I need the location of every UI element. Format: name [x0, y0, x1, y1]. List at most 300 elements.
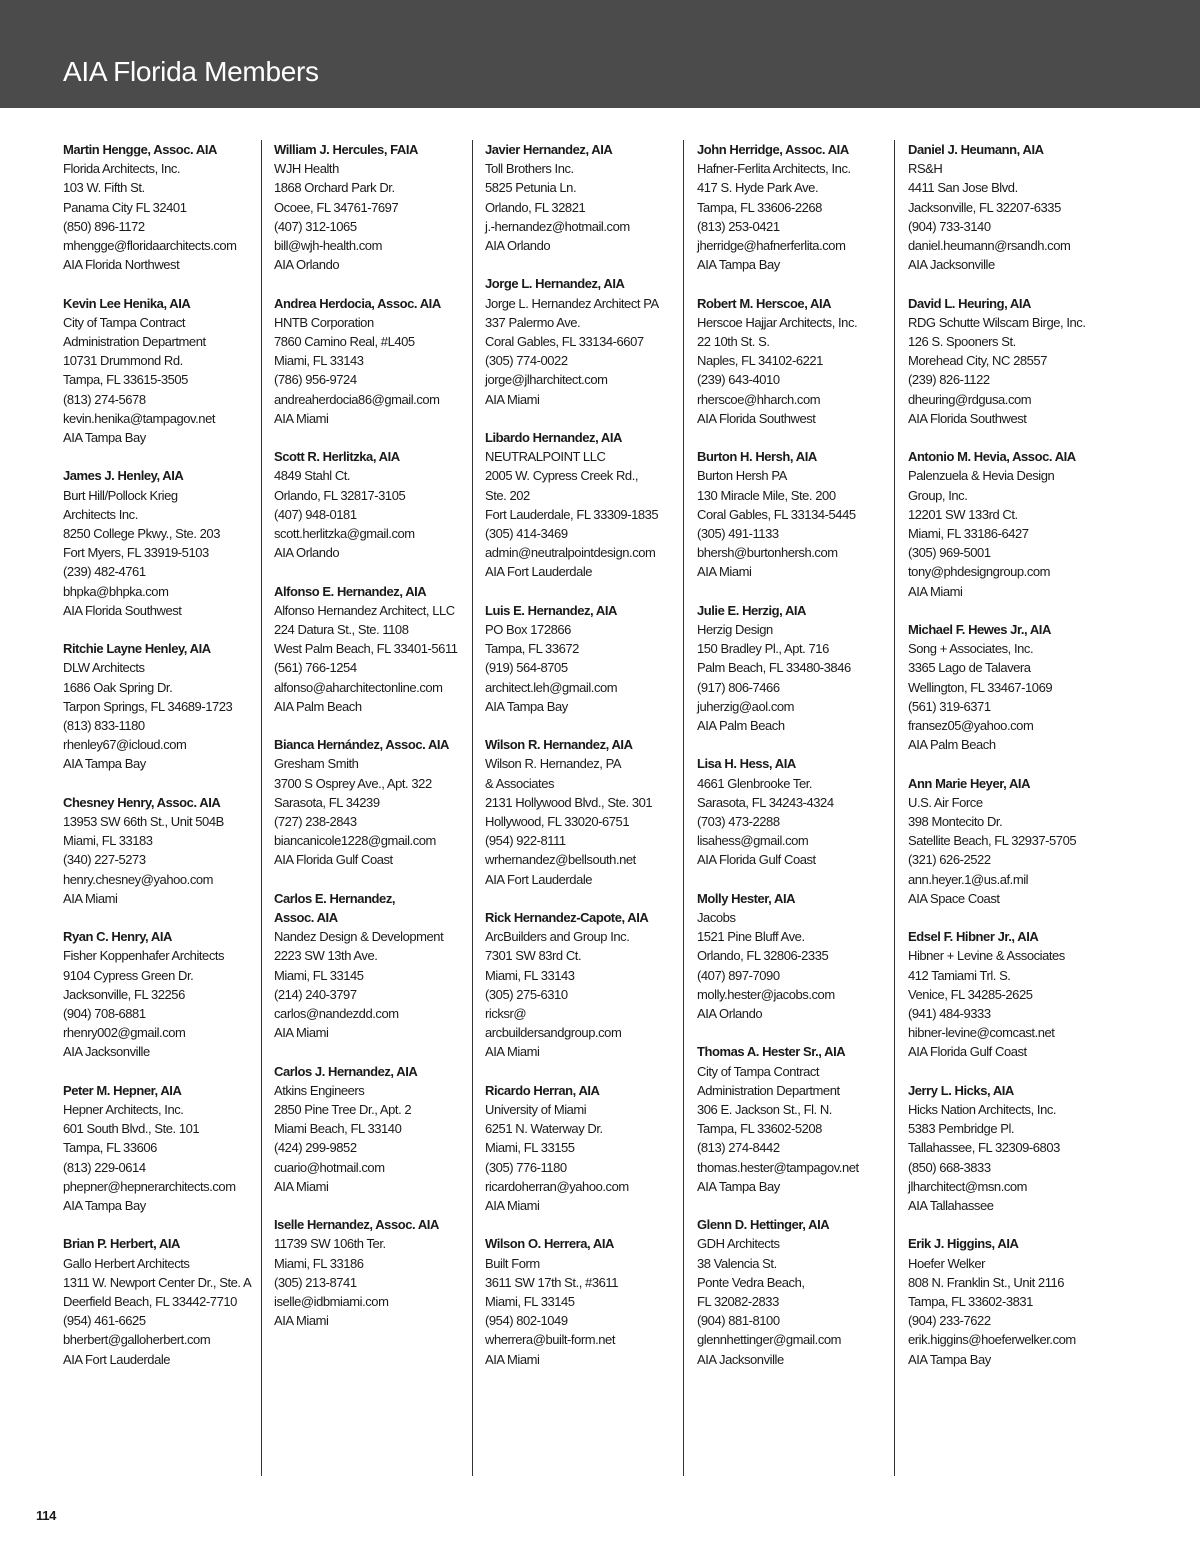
member-detail-line: AIA Palm Beach: [274, 698, 362, 714]
member-detail-line: Panama City FL 32401: [63, 199, 187, 215]
member-detail-line: bill@wjh-health.com: [274, 238, 382, 254]
member-detail-line: architect.leh@gmail.com: [485, 679, 618, 695]
member-detail-line: AIA Florida Gulf Coast: [908, 1044, 1027, 1060]
member-detail-line: AIA Tampa Bay: [63, 756, 146, 772]
member-detail-line: (239) 643-4010: [697, 372, 780, 388]
member-name: Javier Hernandez, AIA: [485, 142, 613, 157]
member-detail-line: AIA Miami: [485, 391, 540, 407]
member-detail-line: Gresham Smith: [274, 756, 359, 772]
member-detail-line: Miami, FL 33155: [485, 1140, 575, 1156]
member-detail-line: 150 Bradley Pl., Apt. 716: [697, 641, 829, 657]
member-detail-line: AIA Florida Southwest: [697, 410, 816, 426]
member-detail-line: phepner@hepnerarchitects.com: [63, 1178, 236, 1194]
member-detail-line: AIA Orlando: [485, 238, 551, 254]
member-detail-line: mhengge@floridaarchitects.com: [63, 238, 237, 254]
member-detail-line: Administration Department: [697, 1082, 840, 1098]
member-detail-line: AIA Miami: [485, 1044, 540, 1060]
member-detail-line: HNTB Corporation: [274, 314, 374, 330]
member-detail-line: AIA Tampa Bay: [63, 1198, 146, 1214]
member-detail-line: bhpka@bhpka.com: [63, 583, 169, 599]
member-name: Wilson R. Hernandez, AIA: [485, 737, 633, 753]
member-detail-line: Satellite Beach, FL 32937-5705: [908, 833, 1077, 849]
member-detail-line: Sarasota, FL 34239: [274, 794, 380, 810]
member-detail-line: ArcBuilders and Group Inc.: [485, 929, 630, 945]
member-name: Edsel F. Hibner Jr., AIA: [908, 929, 1039, 945]
member-detail-line: Fisher Koppenhafer Architects: [63, 948, 225, 964]
member-detail-line: Ponte Vedra Beach,: [697, 1274, 805, 1290]
member-detail-line: AIA Fort Lauderdale: [63, 1351, 171, 1367]
member-name: Chesney Henry, Assoc. AIA: [63, 794, 221, 810]
member-detail-line: 306 E. Jackson St., Fl. N.: [697, 1102, 832, 1118]
member-detail-line: 6251 N. Waterway Dr.: [485, 1121, 603, 1137]
member-name: Thomas A. Hester Sr., AIA: [697, 1044, 846, 1060]
column-divider: [683, 140, 684, 1476]
member-entry: [485, 735, 681, 889]
member-detail-line: dheuring@rdgusa.com: [908, 391, 1032, 407]
member-name: Jerry L. Hicks, AIA: [908, 1082, 1014, 1098]
member-detail-line: (561) 766-1254: [274, 660, 357, 676]
member-detail-line: (941) 484-9333: [908, 1006, 991, 1022]
member-detail-line: AIA Tampa Bay: [908, 1351, 991, 1367]
member-detail-line: (305) 275-6310: [485, 986, 568, 1002]
member-detail-line: 224 Datura St., Ste. 1108: [274, 622, 409, 638]
member-detail-line: 4661 Glenbrooke Ter.: [697, 775, 813, 791]
member-detail-line: AIA Jacksonville: [908, 257, 995, 273]
member-detail-line: Orlando, FL 32817-3105: [274, 487, 406, 503]
member-name: Libardo Hernandez, AIA: [485, 430, 622, 446]
member-detail-line: Sarasota, FL 34243-4324: [697, 794, 834, 810]
member-detail-line: Wellington, FL 33467-1069: [908, 679, 1053, 695]
member-detail-line: AIA Tallahassee: [908, 1198, 994, 1214]
member-detail-line: Ocoee, FL 34761-7697: [274, 199, 399, 215]
member-name: Brian P. Herbert, AIA: [63, 1236, 180, 1252]
member-detail-line: Miami, FL 33183: [63, 833, 153, 849]
member-detail-line: juherzig@aol.com: [697, 698, 795, 714]
member-detail-line: 3365 Lago de Talavera: [908, 660, 1031, 676]
member-detail-line: AIA Orlando: [274, 545, 340, 561]
member-detail-line: Jorge L. Hernandez Architect PA: [485, 295, 659, 311]
member-detail-line: (904) 881-8100: [697, 1313, 780, 1329]
member-name: Scott R. Herlitzka, AIA: [274, 449, 400, 465]
member-detail-line: 11739 SW 106th Ter.: [274, 1236, 386, 1252]
member-detail-line: 126 S. Spooners St.: [908, 334, 1016, 350]
member-detail-line: AIA Palm Beach: [908, 737, 996, 753]
member-detail-line: (407) 312-1065: [274, 218, 357, 234]
member-detail-line: Venice, FL 34285-2625: [908, 986, 1033, 1002]
member-entry: [908, 620, 1104, 754]
member-detail-line: j.-hernandez@hotmail.com: [485, 218, 630, 234]
member-name: Erik J. Higgins, AIA: [908, 1236, 1019, 1252]
member-detail-line: AIA Florida Northwest: [63, 257, 180, 273]
member-detail-line: WJH Health: [274, 161, 339, 177]
member-name: Julie E. Herzig, AIA: [697, 602, 806, 618]
member-detail-line: Toll Brothers Inc.: [485, 161, 574, 177]
member-detail-line: AIA Orlando: [697, 1006, 763, 1022]
member-name: Rick Hernandez-Capote, AIA: [485, 910, 649, 926]
member-detail-line: AIA Miami: [485, 1198, 540, 1214]
member-detail-line: (305) 491-1133: [697, 526, 779, 542]
member-name: Michael F. Hewes Jr., AIA: [908, 622, 1051, 638]
member-detail-line: (904) 233-7622: [908, 1313, 991, 1329]
member-column-1: [63, 140, 259, 1388]
member-name: Carlos J. Hernandez, AIA: [274, 1063, 418, 1079]
member-entry: [63, 639, 259, 773]
member-entry: [908, 927, 1104, 1061]
member-detail-line: 2223 SW 13th Ave.: [274, 948, 378, 964]
member-name: John Herridge, Assoc. AIA: [697, 142, 849, 157]
member-detail-line: Tallahassee, FL 32309-6803: [908, 1140, 1060, 1156]
member-name: Lisa H. Hess, AIA: [697, 756, 796, 772]
member-detail-line: AIA Fort Lauderdale: [485, 871, 593, 887]
member-detail-line: glennhettinger@gmail.com: [697, 1332, 842, 1348]
member-detail-line: (727) 238-2843: [274, 814, 357, 830]
member-detail-line: molly.hester@jacobs.com: [697, 986, 835, 1002]
member-detail-line: Palenzuela & Hevia Design: [908, 468, 1055, 484]
member-detail-line: lisahess@gmail.com: [697, 833, 809, 849]
member-entry: [63, 1234, 259, 1368]
member-detail-line: U.S. Air Force: [908, 794, 983, 810]
member-detail-line: Naples, FL 34102-6221: [697, 353, 823, 369]
member-detail-line: Administration Department: [63, 334, 206, 350]
member-entry: [908, 294, 1104, 428]
member-detail-line: AIA Miami: [274, 1178, 329, 1194]
member-name: Martin Hengge, Assoc. AIA: [63, 142, 217, 157]
member-detail-line: (424) 299-9852: [274, 1140, 357, 1156]
member-name: Bianca Hernández, Assoc. AIA: [274, 737, 449, 753]
member-entry: [63, 1081, 259, 1215]
member-detail-line: erik.higgins@hoeferwelker.com: [908, 1332, 1076, 1348]
member-detail-line: 3700 S Osprey Ave., Apt. 322: [274, 775, 432, 791]
member-detail-line: (305) 776-1180: [485, 1159, 567, 1175]
member-detail-line: (813) 229-0614: [63, 1159, 146, 1175]
member-detail-line: FL 32082-2833: [697, 1294, 779, 1310]
member-detail-line: (813) 253-0421: [697, 218, 780, 234]
member-detail-line: 38 Valencia St.: [697, 1255, 777, 1271]
member-detail-line: AIA Fort Lauderdale: [485, 564, 593, 580]
member-detail-line: Orlando, FL 32806-2335: [697, 948, 829, 964]
member-entry: [908, 447, 1104, 601]
member-detail-line: AIA Miami: [274, 1313, 329, 1329]
member-detail-line: 7860 Camino Real, #L405: [274, 334, 415, 350]
member-entry: [697, 294, 893, 428]
member-detail-line: 412 Tamiami Trl. S.: [908, 967, 1011, 983]
member-detail-line: tony@phdesigngroup.com: [908, 564, 1051, 580]
member-detail-line: Miami, FL 33143: [485, 967, 575, 983]
member-detail-line: PO Box 172866: [485, 622, 571, 638]
member-detail-line: 13953 SW 66th St., Unit 504B: [63, 814, 224, 830]
member-entry: [485, 908, 681, 1062]
member-entry: [63, 927, 259, 1061]
member-column-4: [697, 140, 893, 1388]
member-entry: [697, 140, 893, 274]
member-detail-line: (904) 708-6881: [63, 1006, 146, 1022]
member-detail-line: hibner-levine@comcast.net: [908, 1025, 1055, 1041]
member-detail-line: AIA Jacksonville: [697, 1351, 784, 1367]
member-detail-line: Alfonso Hernandez Architect, LLC: [274, 602, 455, 618]
member-entry: [274, 447, 470, 562]
member-detail-line: DLW Architects: [63, 660, 145, 676]
member-entry: [63, 466, 259, 620]
member-detail-line: (407) 897-7090: [697, 967, 780, 983]
member-detail-line: Tampa, FL 33602-3831: [908, 1294, 1033, 1310]
member-detail-line: (954) 922-8111: [485, 833, 566, 849]
member-entry: [908, 1081, 1104, 1215]
member-detail-line: Hibner + Levine & Associates: [908, 948, 1065, 964]
member-detail-line: carlos@nandezdd.com: [274, 1006, 399, 1022]
member-detail-line: AIA Miami: [908, 583, 963, 599]
member-entry: [485, 428, 681, 582]
member-name: Carlos E. Hernandez, Assoc. AIA: [274, 890, 396, 926]
member-name: David L. Heuring, AIA: [908, 295, 1031, 311]
member-entry: [697, 889, 893, 1023]
member-detail-line: 398 Montecito Dr.: [908, 814, 1003, 830]
member-detail-line: 1686 Oak Spring Dr.: [63, 679, 173, 695]
member-detail-line: University of Miami: [485, 1102, 587, 1118]
member-detail-line: 2131 Hollywood Blvd., Ste. 301: [485, 794, 653, 810]
member-detail-line: (813) 274-5678: [63, 391, 146, 407]
member-detail-line: Tampa, FL 33606: [63, 1140, 157, 1156]
member-detail-line: 1868 Orchard Park Dr.: [274, 180, 395, 196]
member-name: Andrea Herdocia, Assoc. AIA: [274, 295, 441, 311]
member-name: Molly Hester, AIA: [697, 890, 796, 906]
member-detail-line: AIA Miami: [697, 564, 752, 580]
member-name: Ryan C. Henry, AIA: [63, 929, 172, 945]
member-detail-line: AIA Florida Gulf Coast: [274, 852, 393, 868]
member-detail-line: bherbert@galloherbert.com: [63, 1332, 211, 1348]
member-detail-line: (214) 240-3797: [274, 986, 357, 1002]
member-detail-line: AIA Palm Beach: [697, 718, 785, 734]
member-detail-line: (919) 564-8705: [485, 660, 568, 676]
member-detail-line: AIA Orlando: [274, 257, 340, 273]
member-detail-line: Ste. 202: [485, 487, 530, 503]
member-detail-line: (561) 319-6371: [908, 698, 991, 714]
member-entry: [274, 1215, 470, 1330]
member-column-2: [274, 140, 470, 1350]
member-detail-line: (305) 774-0022: [485, 353, 568, 369]
member-detail-line: admin@neutralpointdesign.com: [485, 545, 656, 561]
member-detail-line: rhenley67@icloud.com: [63, 737, 187, 753]
member-detail-line: Song + Associates, Inc.: [908, 641, 1034, 657]
column-divider: [472, 140, 473, 1476]
member-detail-line: 4411 San Jose Blvd.: [908, 180, 1018, 196]
member-detail-line: Burt Hill/Pollock Krieg: [63, 487, 178, 503]
member-name: Wilson O. Herrera, AIA: [485, 1236, 614, 1252]
member-name: James J. Henley, AIA: [63, 468, 184, 484]
member-detail-line: Miami, FL 33145: [485, 1294, 575, 1310]
member-detail-line: (813) 833-1180: [63, 718, 145, 734]
column-divider: [261, 140, 262, 1476]
member-detail-line: Burton Hersh PA: [697, 468, 787, 484]
member-name: Glenn D. Hettinger, AIA: [697, 1217, 830, 1233]
member-detail-line: (340) 227-5273: [63, 852, 146, 868]
member-detail-line: jlharchitect@msn.com: [908, 1178, 1028, 1194]
member-detail-line: Gallo Herbert Architects: [63, 1255, 190, 1271]
member-detail-line: Miami, FL 33186: [274, 1255, 364, 1271]
member-detail-line: RDG Schutte Wilscam Birge, Inc.: [908, 314, 1086, 330]
member-detail-line: (407) 948-0181: [274, 506, 357, 522]
member-column-5: [908, 140, 1104, 1388]
member-detail-line: (954) 802-1049: [485, 1313, 568, 1329]
member-detail-line: (321) 626-2522: [908, 852, 991, 868]
member-detail-line: 2850 Pine Tree Dr., Apt. 2: [274, 1102, 412, 1118]
column-divider: [894, 140, 895, 1476]
member-detail-line: Hicks Nation Architects, Inc.: [908, 1102, 1057, 1118]
member-entry: [485, 1081, 681, 1215]
member-detail-line: (305) 969-5001: [908, 545, 991, 561]
member-entry: [697, 1042, 893, 1196]
member-detail-line: 5383 Pembridge Pl.: [908, 1121, 1015, 1137]
member-detail-line: Herscoe Hajjar Architects, Inc.: [697, 314, 858, 330]
member-detail-line: 9104 Cypress Green Dr.: [63, 967, 194, 983]
member-detail-line: ricksr@: [485, 1006, 527, 1022]
member-detail-line: (954) 461-6625: [63, 1313, 146, 1329]
member-detail-line: AIA Miami: [63, 890, 118, 906]
member-detail-line: Miami, FL 33186-6427: [908, 526, 1029, 542]
member-detail-line: Herzig Design: [697, 622, 773, 638]
member-detail-line: arcbuildersandgroup.com: [485, 1025, 622, 1041]
member-detail-line: scott.herlitzka@gmail.com: [274, 526, 415, 542]
member-detail-line: kevin.henika@tampagov.net: [63, 410, 216, 426]
member-detail-line: Coral Gables, FL 33134-5445: [697, 506, 856, 522]
member-detail-line: 337 Palermo Ave.: [485, 314, 581, 330]
member-name: William J. Hercules, FAIA: [274, 142, 418, 157]
member-name: Antonio M. Hevia, Assoc. AIA: [908, 449, 1076, 465]
page-header: [0, 0, 1200, 108]
member-detail-line: 417 S. Hyde Park Ave.: [697, 180, 819, 196]
member-detail-line: 7301 SW 83rd Ct.: [485, 948, 582, 964]
member-entry: [274, 735, 470, 869]
member-detail-line: Deerfield Beach, FL 33442-7710: [63, 1294, 237, 1310]
member-entry: [274, 889, 470, 1043]
member-detail-line: 22 10th St. S.: [697, 334, 770, 350]
member-detail-line: Tampa, FL 33602-5208: [697, 1121, 822, 1137]
member-detail-line: Atkins Engineers: [274, 1082, 365, 1098]
member-detail-line: Coral Gables, FL 33134-6607: [485, 334, 644, 350]
member-detail-line: 808 N. Franklin St., Unit 2116: [908, 1274, 1065, 1290]
member-detail-line: 8250 College Pkwy., Ste. 203: [63, 526, 220, 542]
member-detail-line: rherscoe@hharch.com: [697, 391, 821, 407]
member-detail-line: & Associates: [485, 775, 555, 791]
member-detail-line: AIA Jacksonville: [63, 1044, 150, 1060]
member-entry: [485, 601, 681, 716]
member-detail-line: GDH Architects: [697, 1236, 780, 1252]
member-detail-line: Palm Beach, FL 33480-3846: [697, 660, 851, 676]
member-name: Ann Marie Heyer, AIA: [908, 775, 1031, 791]
member-detail-line: (850) 668-3833: [908, 1159, 991, 1175]
member-detail-line: City of Tampa Contract: [697, 1063, 820, 1079]
member-detail-line: Hafner-Ferlita Architects, Inc.: [697, 161, 851, 177]
member-detail-line: Fort Lauderdale, FL 33309-1835: [485, 506, 659, 522]
member-detail-line: Morehead City, NC 28557: [908, 353, 1047, 369]
member-detail-line: ann.heyer.1@us.af.mil: [908, 871, 1029, 887]
member-entry: [274, 582, 470, 716]
member-detail-line: AIA Tampa Bay: [697, 1178, 780, 1194]
member-detail-line: AIA Miami: [274, 1025, 329, 1041]
member-detail-line: (239) 826-1122: [908, 372, 990, 388]
member-detail-line: (917) 806-7466: [697, 679, 780, 695]
member-detail-line: AIA Space Coast: [908, 890, 1000, 906]
member-entry: [274, 294, 470, 428]
member-detail-line: 12201 SW 133rd Ct.: [908, 506, 1018, 522]
member-detail-line: Fort Myers, FL 33919-5103: [63, 545, 209, 561]
member-detail-line: RS&H: [908, 161, 943, 177]
member-detail-line: AIA Tampa Bay: [697, 257, 780, 273]
member-detail-line: alfonso@aharchitectonline.com: [274, 679, 443, 695]
member-detail-line: AIA Florida Gulf Coast: [697, 852, 816, 868]
member-detail-line: Built Form: [485, 1255, 540, 1271]
member-detail-line: jorge@jlharchitect.com: [485, 372, 608, 388]
member-detail-line: 130 Miracle Mile, Ste. 200: [697, 487, 836, 503]
member-detail-line: Jacksonville, FL 32256: [63, 986, 185, 1002]
member-detail-line: Florida Architects, Inc.: [63, 161, 181, 177]
member-entry: [63, 294, 259, 448]
member-detail-line: jherridge@hafnerferlita.com: [697, 238, 846, 254]
member-detail-line: Hoefer Welker: [908, 1255, 985, 1271]
member-detail-line: NEUTRALPOINT LLC: [485, 449, 606, 465]
member-detail-line: Miami Beach, FL 33140: [274, 1121, 402, 1137]
member-detail-line: 3611 SW 17th St., #3611: [485, 1274, 618, 1290]
member-detail-line: bhersh@burtonhersh.com: [697, 545, 838, 561]
member-detail-line: ricardoherran@yahoo.com: [485, 1178, 629, 1194]
member-detail-line: (904) 733-3140: [908, 218, 991, 234]
member-detail-line: 1311 W. Newport Center Dr., Ste. A: [63, 1274, 252, 1290]
member-column-3: [485, 140, 681, 1388]
member-entry: [697, 1215, 893, 1369]
member-detail-line: (305) 213-8741: [274, 1274, 357, 1290]
member-detail-line: 601 South Blvd., Ste. 101: [63, 1121, 200, 1137]
member-name: Peter M. Hepner, AIA: [63, 1082, 182, 1098]
member-detail-line: cuario@hotmail.com: [274, 1159, 385, 1175]
member-detail-line: West Palm Beach, FL 33401-5611: [274, 641, 458, 657]
member-detail-line: wherrera@built-form.net: [485, 1332, 616, 1348]
member-entry: [274, 140, 470, 274]
member-detail-line: Wilson R. Hernandez, PA: [485, 756, 622, 772]
page-number: 114: [36, 1508, 57, 1523]
member-detail-line: (703) 473-2288: [697, 814, 780, 830]
member-detail-line: Jacksonville, FL 32207-6335: [908, 199, 1061, 215]
member-entry: [908, 1234, 1104, 1368]
member-detail-line: 103 W. Fifth St.: [63, 180, 145, 196]
member-detail-line: AIA Tampa Bay: [485, 698, 568, 714]
member-detail-line: Miami, FL 33145: [274, 967, 364, 983]
member-detail-line: 5825 Petunia Ln.: [485, 180, 577, 196]
member-entry: [485, 1234, 681, 1368]
member-detail-line: Hepner Architects, Inc.: [63, 1102, 184, 1118]
member-detail-line: 4849 Stahl Ct.: [274, 468, 351, 484]
member-detail-line: City of Tampa Contract: [63, 314, 186, 330]
member-detail-line: Miami, FL 33143: [274, 353, 364, 369]
member-detail-line: Tampa, FL 33615-3505: [63, 372, 188, 388]
member-detail-line: thomas.hester@tampagov.net: [697, 1159, 859, 1175]
member-detail-line: fransez05@yahoo.com: [908, 718, 1034, 734]
member-name: Ritchie Layne Henley, AIA: [63, 641, 211, 657]
member-detail-line: biancanicole1228@gmail.com: [274, 833, 436, 849]
member-detail-line: iselle@idbmiami.com: [274, 1294, 389, 1310]
member-name: Ricardo Herran, AIA: [485, 1082, 600, 1098]
member-detail-line: Architects Inc.: [63, 506, 138, 522]
member-detail-line: AIA Miami: [485, 1351, 540, 1367]
member-name: Kevin Lee Henika, AIA: [63, 295, 191, 311]
member-detail-line: 1521 Pine Bluff Ave.: [697, 929, 805, 945]
member-detail-line: henry.chesney@yahoo.com: [63, 871, 214, 887]
member-detail-line: Orlando, FL 32821: [485, 199, 586, 215]
member-detail-line: Nandez Design & Development: [274, 929, 444, 945]
member-detail-line: 10731 Drummond Rd.: [63, 353, 183, 369]
member-detail-line: wrhernandez@bellsouth.net: [485, 852, 636, 868]
member-entry: [63, 793, 259, 908]
member-detail-line: AIA Miami: [274, 410, 329, 426]
member-entry: [485, 140, 681, 255]
